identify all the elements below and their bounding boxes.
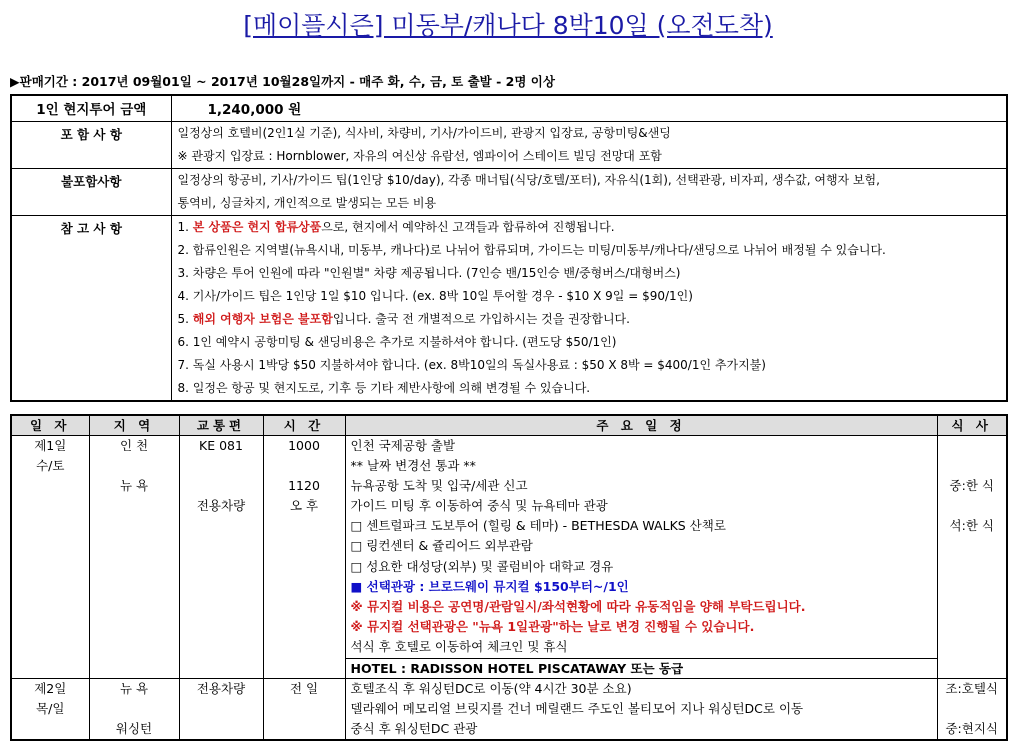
notes-label: 참 고 사 항 bbox=[11, 215, 171, 401]
time: 1000 bbox=[288, 437, 320, 453]
itinerary-day-2 bbox=[11, 678, 1007, 740]
header-transport: 교통편 bbox=[179, 415, 263, 435]
schedule-line: 가이드 미팅 후 이동하여 중식 및 뉴욕테마 관광 bbox=[350, 498, 608, 514]
region-cell bbox=[89, 435, 179, 678]
time: 전 일 bbox=[289, 680, 319, 696]
vehicle: 전용차량 bbox=[196, 680, 246, 696]
excluded-line: 통역비, 싱글차지, 개인적으로 발생되는 모든 비용 bbox=[177, 195, 437, 210]
sale-period: ▶판매기간 : 2017년 09월01일 ~ 2017년 10월28일까지 - 매주 화, 수, 금, 토 출발 - 2명 이상 bbox=[10, 74, 555, 89]
meal-cell bbox=[937, 678, 1007, 740]
note-item: 2. 합류인원은 지역별(뉴욕시내, 미동부, 캐나다)로 나뉘어 합류되며, 가이드는 미팅/미동부/캐나다/샌딩으로 나뉘어 배정될 수 있습니다. bbox=[177, 242, 886, 257]
note-text: 입니다. 출국 전 개별적으로 가입하시는 것을 권장합니다. bbox=[332, 311, 630, 326]
musical-notice: ※ 뮤지컬 비용은 공연명/관람일시/좌석현황에 따라 유동적임을 양해 부탁드립니다. bbox=[350, 599, 806, 614]
schedule-cell bbox=[345, 435, 937, 678]
schedule-line: □ 성요한 대성당(외부) 및 콜럼비아 대학교 경유 bbox=[350, 558, 614, 574]
included-line: ※ 관광지 입장료 : Hornblower, 자유의 여신상 유람선, 엠파이어 스테이트 빌딩 전망대 포함 bbox=[177, 148, 662, 163]
price-value: 1,240,000 원 bbox=[207, 102, 302, 119]
excluded-row bbox=[11, 168, 1007, 215]
price-label: 1인 현지투어 금액 bbox=[11, 95, 171, 121]
schedule-line: 중식 후 워싱턴DC 관광 bbox=[350, 721, 478, 737]
region-cell bbox=[89, 678, 179, 740]
region: 뉴 욕 bbox=[119, 477, 149, 493]
day-cell bbox=[11, 435, 89, 678]
transport-cell bbox=[179, 435, 263, 678]
itinerary-table bbox=[10, 414, 1008, 741]
header-meal: 식 사 bbox=[937, 415, 1007, 435]
note-item: 3. 차량은 투어 인원에 따라 "인원별" 차량 제공됩니다. (7인승 밴/15인승 밴/중형버스/대형버스) bbox=[177, 265, 681, 280]
note-highlight: 해외 여행자 보험은 불포함 bbox=[192, 311, 333, 326]
day-cell bbox=[11, 678, 89, 740]
day-number: 제1일 bbox=[34, 437, 67, 453]
page-title: [메이플시즌] 미동부/캐나다 8박10일 (오전도착) bbox=[243, 11, 773, 40]
time-cell bbox=[263, 678, 345, 740]
excluded-line: 일정상의 항공비, 기사/가이드 팁(1인당 $10/day), 각종 매너팁(식당/호텔/포터), 자유식(1회), 선택관광, 비자피, 생수값, 여행자 보험, bbox=[177, 172, 880, 187]
tour-info-table bbox=[10, 94, 1008, 402]
region: 인 천 bbox=[119, 437, 149, 453]
schedule-line: 석식 후 호텔로 이동하여 체크인 및 휴식 bbox=[350, 639, 568, 655]
header-region: 지 역 bbox=[89, 415, 179, 435]
note-number: 1. bbox=[177, 219, 193, 234]
schedule-line: 호텔조식 후 워싱턴DC로 이동(약 4시간 30분 소요) bbox=[350, 680, 632, 696]
price-row bbox=[11, 95, 1007, 121]
header-schedule: 주 요 일 정 bbox=[345, 415, 937, 435]
note-item bbox=[178, 308, 1001, 331]
schedule-line: □ 링컨센터 & 쥴리어드 외부관람 bbox=[350, 538, 533, 554]
note-item bbox=[178, 216, 1001, 239]
schedule-line: 델라웨어 메모리얼 브릿지를 건너 메릴랜드 주도인 볼티모어 지나 워싱턴DC로 이동 bbox=[350, 700, 804, 716]
included-line: 일정상의 호텔비(2인1실 기준), 식사비, 차량비, 기사/가이드비, 관광지 입장료, 공항미팅&샌딩 bbox=[177, 125, 671, 140]
header-day: 일 자 bbox=[11, 415, 89, 435]
transport-cell bbox=[179, 678, 263, 740]
region: 뉴 욕 bbox=[119, 680, 149, 696]
notes-row bbox=[11, 215, 1007, 401]
schedule-line: 뉴욕공항 도착 및 입국/세관 신고 bbox=[350, 477, 528, 493]
hotel-info: HOTEL : RADISSON HOTEL PISCATAWAY 또는 동급 bbox=[346, 658, 937, 678]
optional-tour: ■ 선택관광 : 브로드웨이 뮤지컬 $150부터~/1인 bbox=[350, 578, 629, 594]
day-weekday: 수/토 bbox=[36, 457, 65, 473]
note-highlight: 본 상품은 현지 합류상품 bbox=[192, 219, 322, 234]
note-item: 7. 독실 사용시 1박당 $50 지불하셔야 합니다. (ex. 8박10일의 독실사용료 : $50 X 8박 = $400/1인 추가지불) bbox=[177, 357, 766, 372]
note-item: 4. 기사/가이드 팁은 1인당 1일 $10 입니다. (ex. 8박 10일 투어할 경우 - $10 X 9일 = $90/1인) bbox=[177, 288, 693, 303]
meal: 조:호텔식 bbox=[945, 680, 998, 696]
meal-cell bbox=[937, 435, 1007, 678]
itinerary-day-1 bbox=[11, 435, 1007, 678]
note-text: 으로, 현지에서 예약하신 고객들과 합류하여 진행됩니다. bbox=[321, 219, 615, 234]
excluded-label: 불포함사항 bbox=[11, 168, 171, 215]
note-number: 5. bbox=[177, 311, 193, 326]
flight-number: KE 081 bbox=[199, 437, 243, 453]
region: 워싱턴 bbox=[115, 721, 153, 737]
header-time: 시 간 bbox=[263, 415, 345, 435]
meal: 중:한 식 bbox=[949, 477, 994, 493]
meal: 중:현지식 bbox=[945, 721, 998, 737]
day-weekday: 목/일 bbox=[36, 700, 65, 716]
included-row bbox=[11, 121, 1007, 168]
itinerary-header bbox=[11, 415, 1007, 435]
time: 오 후 bbox=[289, 498, 319, 514]
note-item: 8. 일정은 항공 및 현지도로, 기후 등 기타 제반사항에 의해 변경될 수 있습니다. bbox=[177, 380, 591, 395]
vehicle: 전용차량 bbox=[196, 498, 246, 514]
schedule-line: □ 센트럴파크 도보투어 (힐링 & 테마) - BETHESDA WALKS 산책로 bbox=[350, 518, 726, 534]
meal: 석:한 식 bbox=[949, 518, 994, 534]
schedule-cell bbox=[345, 678, 937, 740]
included-label: 포 함 사 항 bbox=[11, 121, 171, 168]
day-number: 제2일 bbox=[34, 680, 67, 696]
time: 1120 bbox=[288, 477, 320, 493]
note-item: 6. 1인 예약시 공항미팅 & 샌딩비용은 추가로 지불하셔야 합니다. (편도당 $50/1인) bbox=[177, 334, 617, 349]
musical-notice: ※ 뮤지컬 선택관광은 "뉴욕 1일관광"하는 날로 변경 진행될 수 있습니다. bbox=[350, 619, 755, 635]
schedule-line: ** 날짜 변경선 통과 ** bbox=[350, 457, 476, 473]
time-cell bbox=[263, 435, 345, 678]
schedule-line: 인천 국제공항 출발 bbox=[350, 437, 456, 453]
